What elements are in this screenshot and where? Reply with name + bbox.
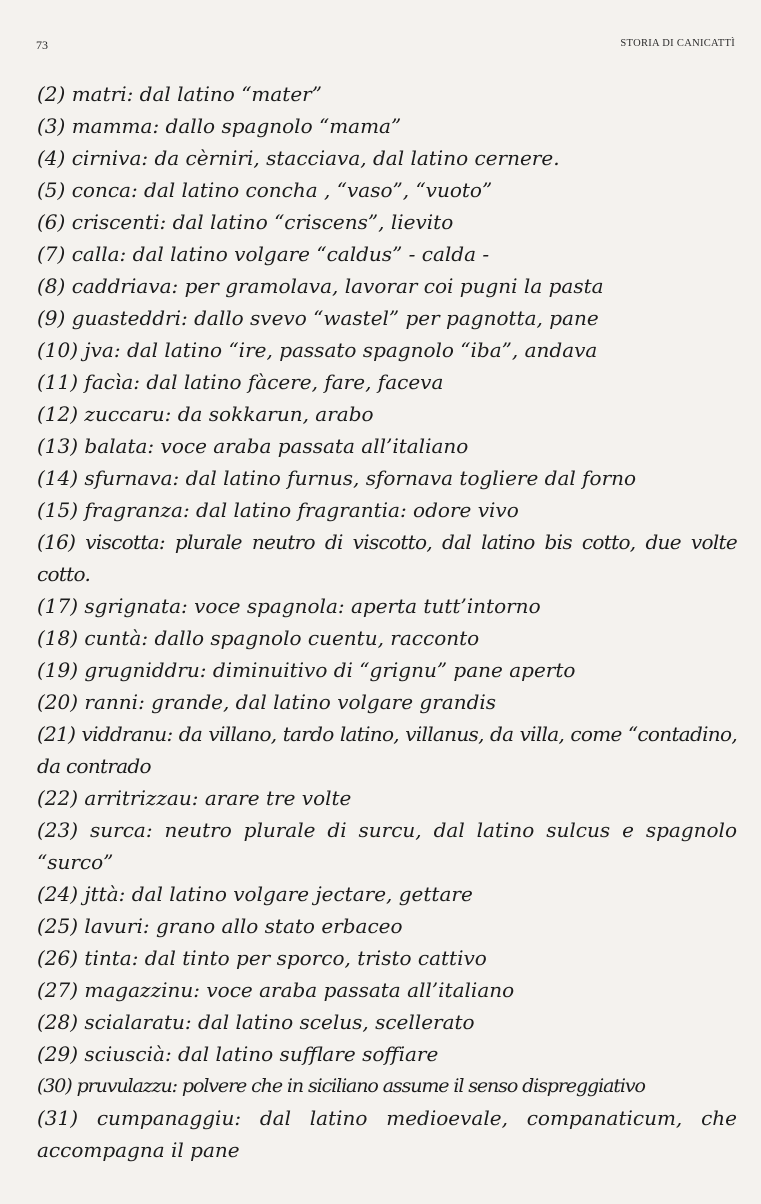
note-text: surca: neutro plurale di surcu, dal latino sulcus e spagnolo “surco” — [37, 818, 737, 874]
note-number: (26) — [37, 946, 79, 970]
note-text: sciuscià: dal latino sufflare soffiare — [84, 1042, 439, 1066]
note-text: sgrignata: voce spagnola: aperta tutt’intorno — [84, 594, 541, 618]
note-item — [37, 302, 737, 334]
note-item — [37, 622, 737, 654]
note-text: jva: dal latino “ire, passato spagnolo “iba”, andava — [84, 338, 598, 362]
note-item — [37, 1006, 737, 1038]
note-number: (27) — [37, 978, 79, 1002]
note-item — [37, 590, 737, 622]
note-number: (10) — [37, 338, 79, 362]
note-number: (29) — [37, 1042, 79, 1066]
note-item — [37, 814, 737, 878]
note-text: cirniva: da cèrniri, stacciava, dal latino cernere. — [71, 146, 560, 170]
note-text: criscenti: dal latino “criscens”, lievito — [71, 210, 454, 234]
note-text: viscotta: plurale neutro di viscotto, dal latino bis cotto, due volte cotto. — [37, 530, 737, 586]
note-item — [37, 910, 737, 942]
note-item — [37, 1102, 737, 1166]
note-number: (6) — [37, 210, 66, 234]
note-text: guasteddri: dallo svevo “wastel” per pagnotta, pane — [71, 306, 599, 330]
note-text: grugniddru: diminuitivo di “grignu” pane aperto — [84, 658, 576, 682]
note-number: (16) — [37, 530, 76, 554]
note-number: (30) — [37, 1075, 72, 1097]
note-item — [37, 974, 737, 1006]
note-text: balata: voce araba passata all’italiano — [84, 434, 469, 458]
note-item — [37, 398, 737, 430]
note-text: conca: dal latino concha , “vaso”, “vuoto” — [71, 178, 493, 202]
note-text: jttà: dal latino volgare jectare, gettare — [84, 882, 473, 906]
note-item — [37, 78, 737, 110]
note-text: facìa: dal latino fàcere, fare, faceva — [84, 370, 444, 394]
note-number: (3) — [37, 114, 66, 138]
page-number: 73 — [36, 38, 48, 52]
note-number: (25) — [37, 914, 79, 938]
note-number: (22) — [37, 786, 79, 810]
note-item — [37, 526, 737, 590]
note-item — [37, 1038, 737, 1070]
note-item — [37, 494, 737, 526]
note-text: magazzinu: voce araba passata all’italiano — [84, 978, 515, 1002]
note-text: caddriava: per gramolava, lavorar coi pugni la pasta — [71, 274, 604, 298]
note-number: (31) — [37, 1106, 79, 1130]
note-number: (21) — [37, 722, 76, 746]
note-item — [37, 718, 737, 782]
note-number: (24) — [37, 882, 79, 906]
note-item — [37, 686, 737, 718]
note-number: (19) — [37, 658, 79, 682]
note-text: matri: dal latino “mater” — [71, 82, 322, 106]
note-item — [37, 430, 737, 462]
note-item — [37, 1070, 737, 1102]
note-item — [37, 238, 737, 270]
note-number: (11) — [37, 370, 79, 394]
note-number: (20) — [37, 690, 79, 714]
note-item — [37, 270, 737, 302]
note-text: pruvulazzu: polvere che in siciliano assume il senso dispreggiativo — [76, 1075, 645, 1097]
note-text: zuccaru: da sokkarun, arabo — [84, 402, 374, 426]
note-number: (12) — [37, 402, 79, 426]
note-text: scialaratu: dal latino scelus, scellerato — [84, 1010, 475, 1034]
note-number: (15) — [37, 498, 79, 522]
note-item — [37, 878, 737, 910]
note-text: tinta: dal tinto per sporco, tristo cattivo — [84, 946, 487, 970]
note-number: (23) — [37, 818, 79, 842]
note-item — [37, 174, 737, 206]
note-item — [37, 142, 737, 174]
note-text: fragranza: dal latino fragrantia: odore vivo — [84, 498, 519, 522]
note-number: (8) — [37, 274, 66, 298]
note-text: ranni: grande, dal latino volgare grandis — [84, 690, 497, 714]
note-number: (4) — [37, 146, 66, 170]
note-item — [37, 462, 737, 494]
note-text: arritrizzau: arare tre volte — [84, 786, 352, 810]
note-text: lavuri: grano allo stato erbaceo — [84, 914, 403, 938]
note-number: (18) — [37, 626, 79, 650]
note-item — [37, 110, 737, 142]
note-item — [37, 942, 737, 974]
note-number: (28) — [37, 1010, 79, 1034]
note-item — [37, 366, 737, 398]
note-number: (14) — [37, 466, 79, 490]
notes-list — [37, 78, 737, 1166]
note-item — [37, 782, 737, 814]
note-text: cumpanaggiu: dal latino medioevale, companaticum, che accompagna il pane — [37, 1106, 738, 1162]
running-head: STORIA DI CANICATTÌ — [620, 38, 735, 49]
note-number: (13) — [37, 434, 79, 458]
note-item — [37, 206, 737, 238]
note-text: sfurnava: dal latino furnus, sfornava togliere dal forno — [84, 466, 637, 490]
note-number: (17) — [37, 594, 79, 618]
page-header — [36, 38, 735, 54]
note-text: cuntà: dallo spagnolo cuentu, racconto — [84, 626, 480, 650]
note-item — [37, 654, 737, 686]
note-text: mamma: dallo spagnolo “mama” — [71, 114, 402, 138]
note-number: (5) — [37, 178, 66, 202]
note-text: calla: dal latino volgare “caldus” - calda - — [71, 242, 490, 266]
note-item — [37, 334, 737, 366]
note-text: viddranu: da villano, tardo latino, villanus, da villa, come “contadino, da contrado — [37, 722, 737, 778]
note-number: (9) — [37, 306, 66, 330]
note-number: (2) — [37, 82, 66, 106]
note-number: (7) — [37, 242, 66, 266]
